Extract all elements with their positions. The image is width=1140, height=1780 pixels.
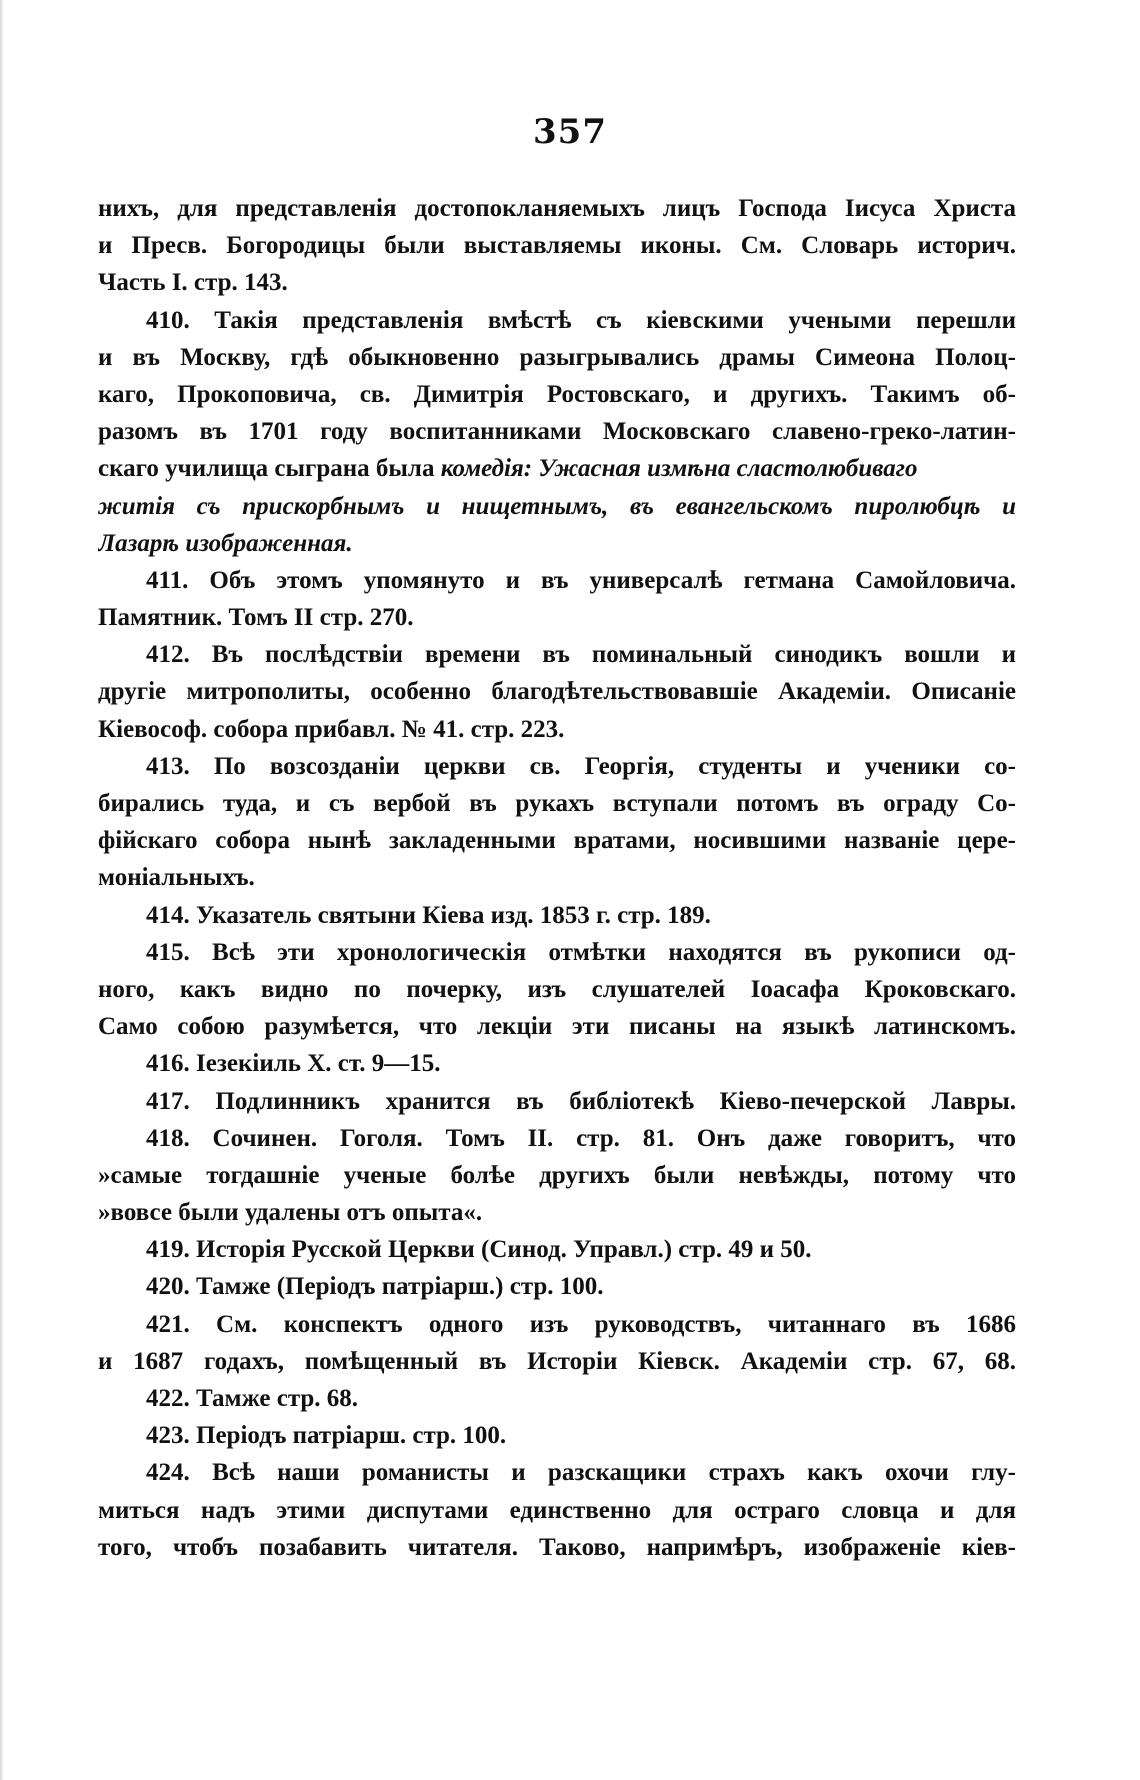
note-410-line: 410. Такія представленія вмѣстѣ съ кіевскими учеными перешли [146, 306, 1016, 334]
text-line: Само собою разумѣется, что лекціи эти писаны на языкѣ латинскомъ. [98, 1013, 1016, 1041]
page-number: 357 [533, 112, 607, 152]
note-422-line: 422. Тамже стр. 68. [146, 1385, 359, 1412]
note-415-line: 415. Всѣ эти хронологическія отмѣтки находятся въ рукописи од- [146, 938, 1016, 966]
note-423-line: 423. Періодъ патріарш. стр. 100. [146, 1422, 507, 1450]
note-416-line: 416. Іезекіиль X. ст. 9—15. [146, 1050, 441, 1078]
text-line: Кіевософ. собора прибавл. № 41. стр. 223. [98, 715, 565, 743]
text-line: моніальныхъ. [98, 864, 255, 892]
text-line: нихъ, для представленія достопокланяемыхъ лицъ Господа Іисуса Христа [98, 195, 1016, 222]
note-417-line: 417. Подлинникъ хранится въ библіотекѣ Кіево-печерской Лавры. [146, 1087, 1016, 1115]
text-line: фійскаго собора нынѣ закладенными вратами, носившими названіе цере- [98, 827, 1016, 855]
note-412-line: 412. Въ послѣдствіи времени въ поминальный синодикъ вошли и [146, 641, 1016, 669]
text-line: »вовсе были удалены отъ опыта«. [98, 1199, 483, 1227]
note-424-line: 424. Всѣ наши романисты и разскащики страхъ какъ охочи глу- [146, 1459, 1016, 1487]
text-line: миться надъ этими диспутами единственно для остраго словца и для [98, 1496, 1016, 1524]
text-line: Часть І. стр. 143. [98, 269, 288, 297]
note-421-line: 421. См. конспектъ одного изъ руководствъ, читаннаго въ 1686 [146, 1310, 1016, 1338]
note-420-line: 420. Тамже (Періодъ патріарш.) стр. 100. [146, 1273, 604, 1301]
text-line: ного, какъ видно по почерку, изъ слушателей Іоасафа Кроковскаго. [98, 975, 1016, 1003]
text-line: разомъ въ 1701 году воспитанниками Московскаго славено-греко-латин- [98, 418, 1016, 446]
text-line: и Пресв. Богородицы были выставляемы иконы. См. Словарь историч. [98, 232, 1016, 260]
page-edge-shadow [0, 0, 4, 1780]
italic-title-line: Лазарѣ изображенная. [98, 529, 353, 557]
text-line-mixed [98, 450, 1016, 487]
note-413-line: 413. По возсозданіи церкви св. Георгія, студенты и ученики со- [146, 752, 1016, 780]
text-line: того, чтобъ позабавить читателя. Таково, напримѣръ, изображеніе кіев- [98, 1533, 1016, 1561]
note-411-line: 411. Объ этомъ упомянуто и въ универсалѣ гетмана Самойловича. [146, 566, 1016, 594]
italic-title-run: комедія: Ужасная измѣна сластолюбиваго [440, 455, 918, 483]
text-line: Памятник. Томъ II стр. 270. [98, 604, 414, 632]
footnotes-body [98, 190, 1016, 1566]
text-line: каго, Прокоповича, св. Димитрія Ростовскаго, и другихъ. Такимъ об- [98, 380, 1016, 408]
note-419-line: 419. Исторія Русской Церкви (Синод. Управл.) стр. 49 и 50. [146, 1236, 812, 1264]
text-line: и въ Москву, гдѣ обыкновенно разыгрывались драмы Симеона Полоц- [98, 343, 1016, 371]
note-418-line: 418. Сочинен. Гоголя. Томъ II. стр. 81. Онъ даже говоритъ, что [146, 1124, 1016, 1152]
note-414-line: 414. Указатель святыни Кіева изд. 1853 г. стр. 189. [146, 901, 711, 929]
text-line: другіе митрополиты, особенно благодѣтельствовавшіе Академіи. Описаніе [98, 678, 1016, 706]
text-line: бирались туда, и съ вербой въ рукахъ вступали потомъ въ ограду Со- [98, 790, 1016, 817]
text-line: и 1687 годахъ, помѣщенный въ Исторіи Кіевск. Академіи стр. 67, 68. [98, 1347, 1016, 1375]
text-line: »самые тогдашніе ученые болѣе другихъ были невѣжды, потому что [98, 1161, 1016, 1189]
text-run: скаго училища сыграна была [98, 455, 441, 483]
italic-title-line: житія съ прискорбнымъ и нищетнымъ, въ евангельскомъ пиролюбцѣ и [98, 492, 1016, 520]
